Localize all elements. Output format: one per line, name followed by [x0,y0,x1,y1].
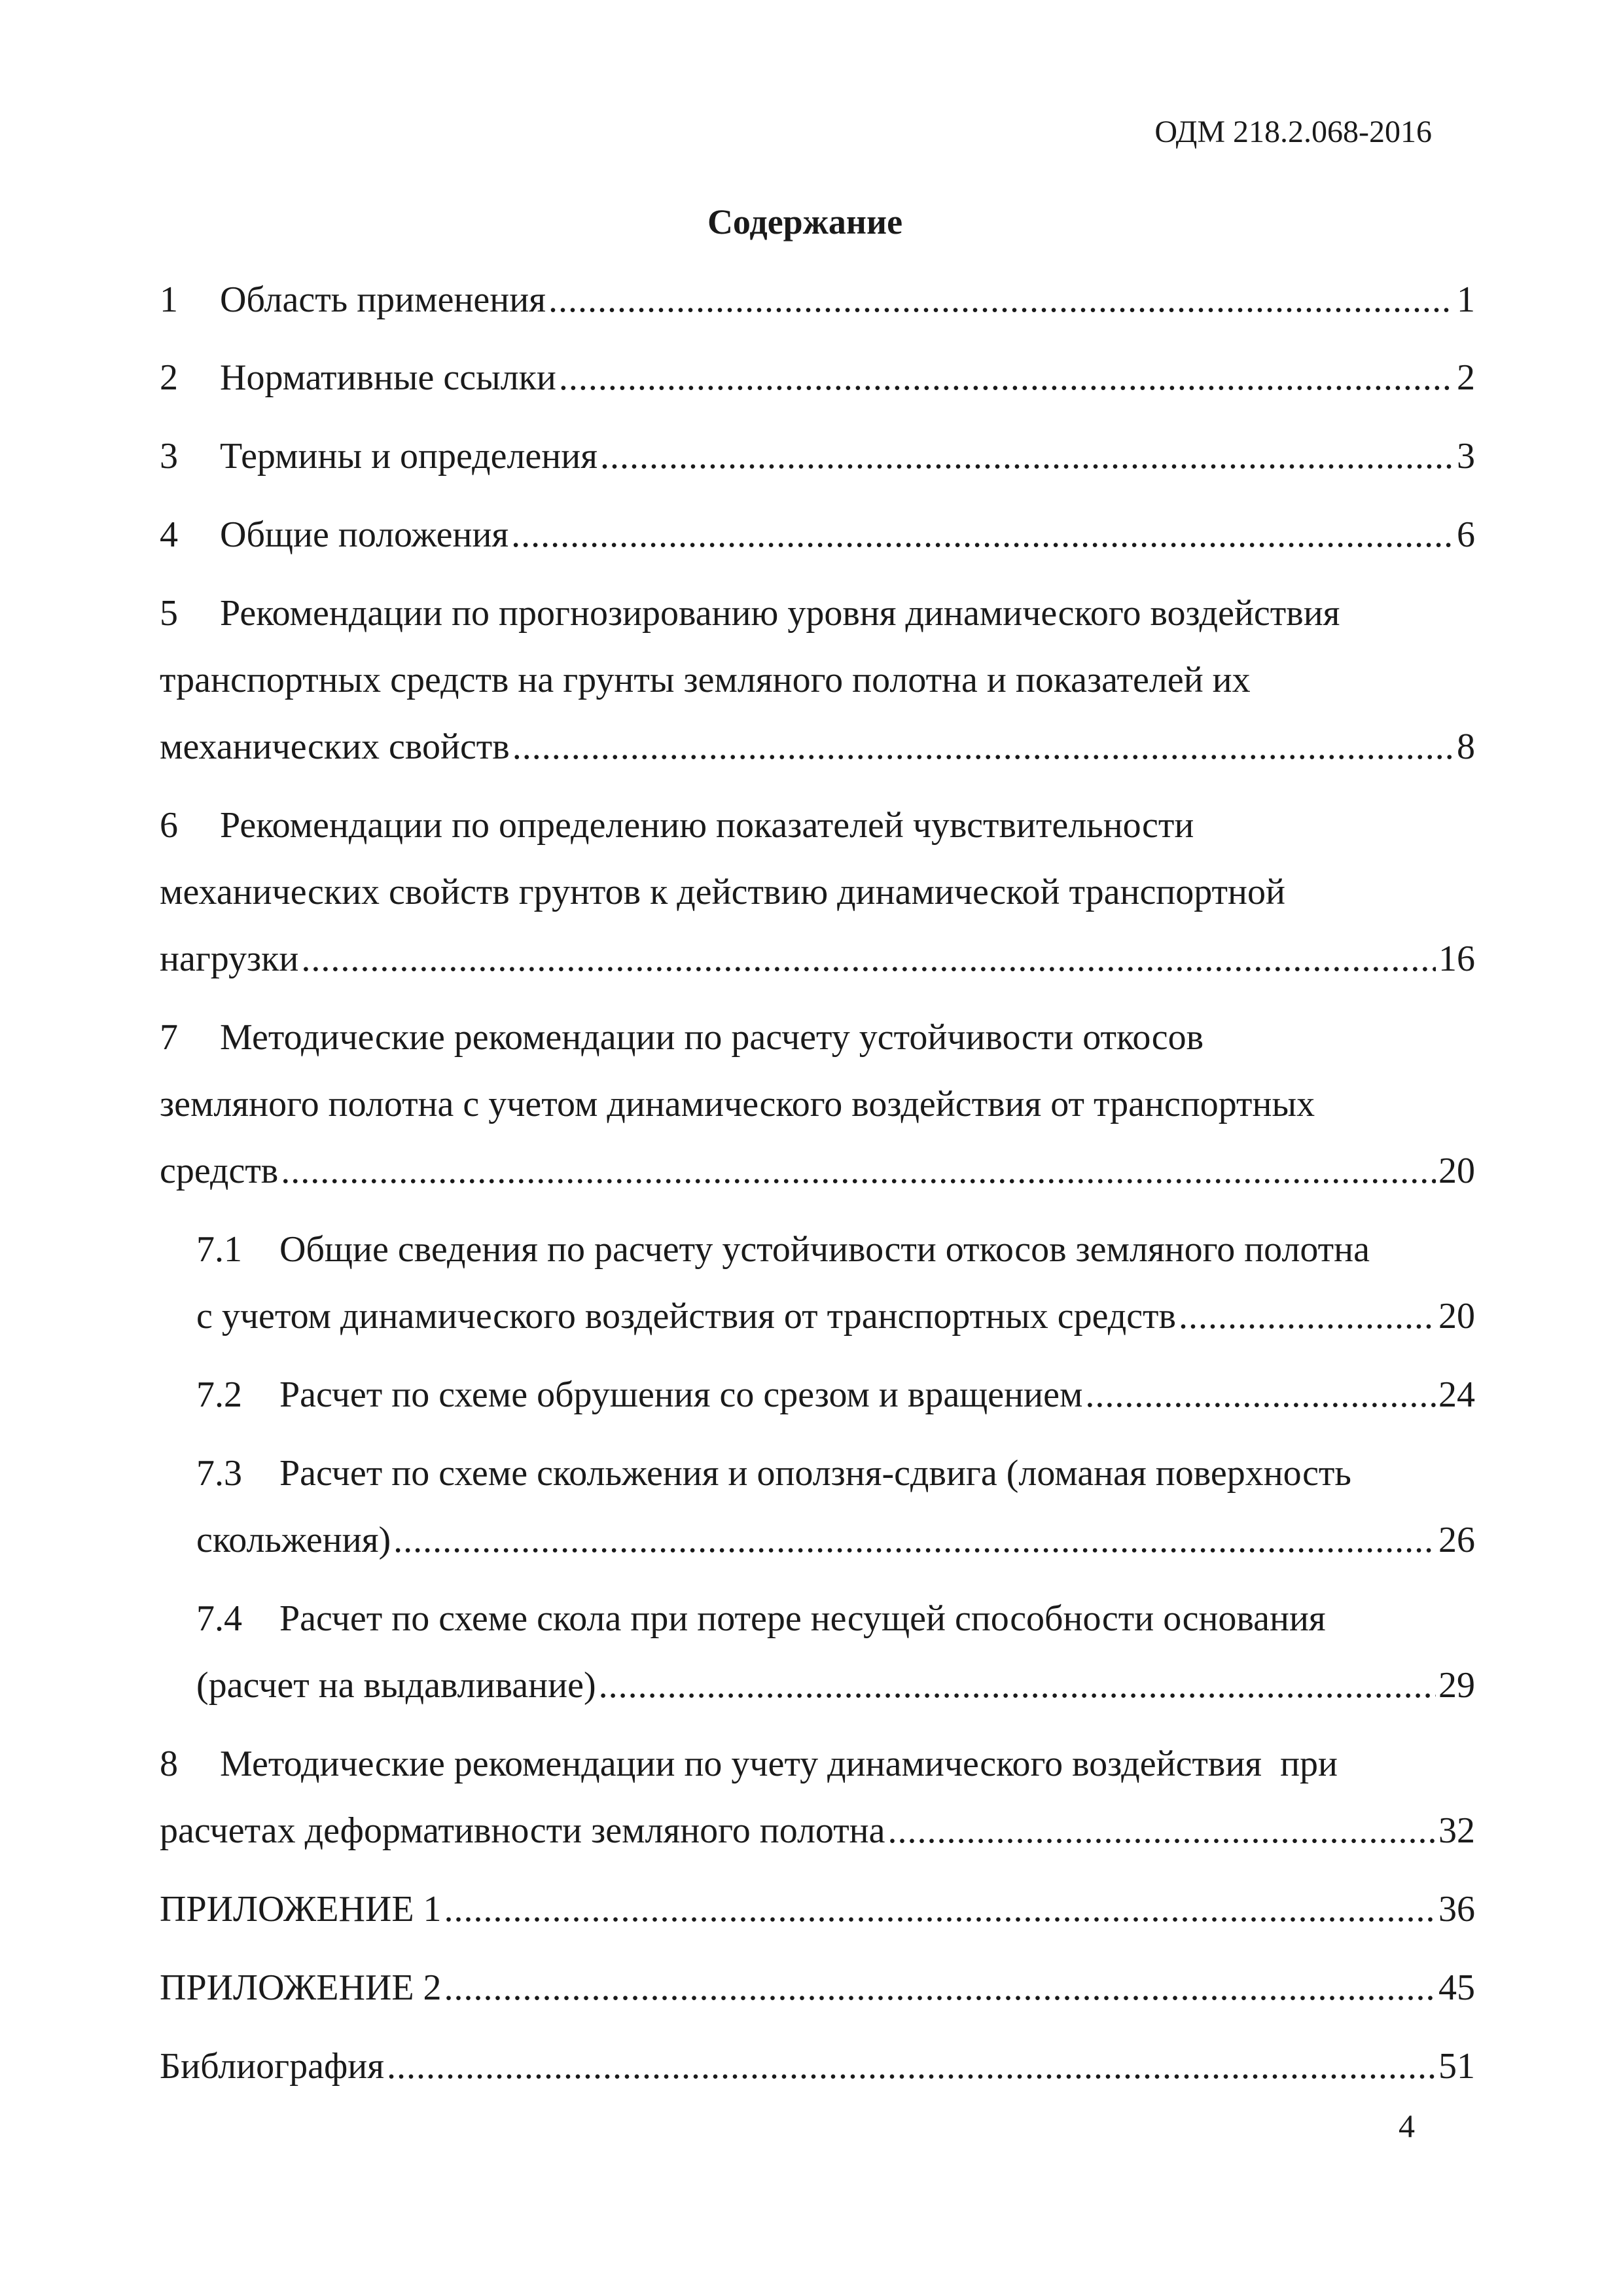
dot-leader [512,728,1453,765]
toc-entry-7-line-2[interactable] [160,1086,1475,1122]
dot-leader [444,1891,1436,1928]
toc-entry-4[interactable] [160,516,1475,553]
toc-entry-title: средств [160,1151,279,1191]
toc-entry-title: Методические рекомендации по учету динамического воздействия при [220,1744,1338,1784]
toc-entry-7-4[interactable] [196,1600,1475,1637]
toc-entry-number: 6 [160,805,178,846]
toc-entry-page: 8 [1457,726,1475,767]
toc-entry-number: 1 [160,279,178,320]
toc-entry-5-line-2[interactable] [160,662,1475,698]
toc-entry-2[interactable] [160,359,1475,396]
toc-entry-number: 7 [160,1017,178,1058]
toc-entry-title: расчетах деформативности земляного полотна [160,1810,885,1851]
page-number: 4 [1399,2108,1415,2144]
toc-entry-title: ПРИЛОЖЕНИЕ 2 [160,1967,442,2008]
toc-entry-title: механических свойств [160,726,510,767]
toc-entry-title: Расчет по схеме скольжения и оползня-сдвига (ломаная поверхность [279,1453,1351,1494]
toc-entry-title: ПРИЛОЖЕНИЕ 1 [160,1889,442,1929]
toc-entry-page: 29 [1438,1665,1475,1706]
toc-entry-title: механических свойств грунтов к действию динамической транспортной [160,872,1285,912]
toc-entry-page: 36 [1438,1889,1475,1929]
dot-leader [559,359,1453,396]
toc-entry-page: 16 [1438,939,1475,979]
toc-entry-page: 2 [1457,357,1475,398]
toc-entry-title: Нормативные ссылки [220,357,556,398]
toc-entry-7-line-3[interactable] [160,1153,1475,1189]
toc-entry-number: 2 [160,357,178,398]
dot-leader [281,1153,1436,1189]
toc-entry-page: 26 [1438,1520,1475,1560]
dot-leader [1179,1298,1436,1335]
toc-entry-5[interactable] [160,595,1475,632]
toc-entry-title: Рекомендации по прогнозированию уровня динамического воздействия [220,593,1340,634]
dot-leader [444,1969,1436,2006]
toc-entry-title: транспортных средств на грунты земляного полотна и показателей их [160,660,1251,700]
toc-entry-3[interactable] [160,438,1475,475]
toc-entry-7-1[interactable] [196,1231,1475,1268]
toc-entry-number: 4 [160,514,178,555]
toc-title: Содержание [707,202,903,242]
toc-entry-7-3-line-2[interactable] [196,1522,1475,1558]
toc-entry-7-2[interactable] [196,1376,1475,1413]
toc-entry-title: Библиография [160,2046,384,2087]
toc-entry-appendix-1[interactable] [160,1891,1475,1928]
toc-entry-7-4-line-2[interactable] [196,1667,1475,1704]
dot-leader [599,1667,1436,1704]
toc-entry-number: 7.1 [196,1229,242,1270]
toc-entry-5-line-3[interactable] [160,728,1475,765]
dot-leader [511,516,1453,553]
document-code: ОДМ 218.2.068-2016 [1154,115,1432,149]
toc-entry-title: (расчет на выдавливание) [196,1665,596,1706]
toc-entry-number: 7.3 [196,1453,242,1494]
toc-entry-title: Область применения [220,279,546,320]
toc-entry-1[interactable] [160,281,1475,318]
toc-entry-6-line-3[interactable] [160,941,1475,977]
toc-entry-title: земляного полотна с учетом динамического воздействия от транспортных [160,1084,1315,1124]
toc-entry-page: 32 [1438,1810,1475,1851]
toc-entry-page: 20 [1438,1151,1475,1191]
toc-entry-page: 1 [1457,279,1475,320]
dot-leader [548,281,1453,318]
toc-entry-title: Расчет по схеме обрушения со срезом и вращением [279,1374,1083,1415]
toc-entry-6-line-2[interactable] [160,874,1475,910]
dot-leader [393,1522,1436,1558]
dot-leader [301,941,1436,977]
toc-entry-8-line-2[interactable] [160,1812,1475,1849]
toc-entry-page: 45 [1438,1967,1475,2008]
toc-entry-title: Общие сведения по расчету устойчивости откосов земляного полотна [279,1229,1370,1270]
toc-entry-7-3[interactable] [196,1455,1475,1492]
toc-entry-title: Термины и определения [220,436,597,476]
toc-entry-page: 6 [1457,514,1475,555]
toc-entry-title: скольжения) [196,1520,391,1560]
toc-entry-appendix-2[interactable] [160,1969,1475,2006]
toc-entry-number: 7.2 [196,1374,242,1415]
toc-entry-8[interactable] [160,1746,1475,1782]
toc-entry-bibliography[interactable] [160,2048,1475,2085]
dot-leader [1085,1376,1436,1413]
toc-entry-title: Рекомендации по определению показателей чувствительности [220,805,1194,846]
toc-entry-7-1-line-2[interactable] [196,1298,1475,1335]
toc-entry-page: 3 [1457,436,1475,476]
toc-entry-6[interactable] [160,807,1475,844]
toc-entry-number: 7.4 [196,1598,242,1639]
dot-leader [888,1812,1436,1849]
toc-entry-number: 5 [160,593,178,634]
toc-entry-title: Методические рекомендации по расчету устойчивости откосов [220,1017,1204,1058]
toc-entry-title: нагрузки [160,939,299,979]
toc-entry-title: Общие положения [220,514,509,555]
toc-entry-page: 20 [1438,1296,1475,1336]
toc-entry-title: с учетом динамического воздействия от транспортных средств [196,1296,1176,1336]
dot-leader [600,438,1453,475]
toc-entry-page: 51 [1438,2046,1475,2087]
toc-entry-number: 3 [160,436,178,476]
toc-entry-page: 24 [1438,1374,1475,1415]
toc-entry-7[interactable] [160,1019,1475,1056]
dot-leader [387,2048,1436,2085]
toc-entry-title: Расчет по схеме скола при потере несущей способности основания [279,1598,1326,1639]
toc-entry-number: 8 [160,1744,178,1784]
